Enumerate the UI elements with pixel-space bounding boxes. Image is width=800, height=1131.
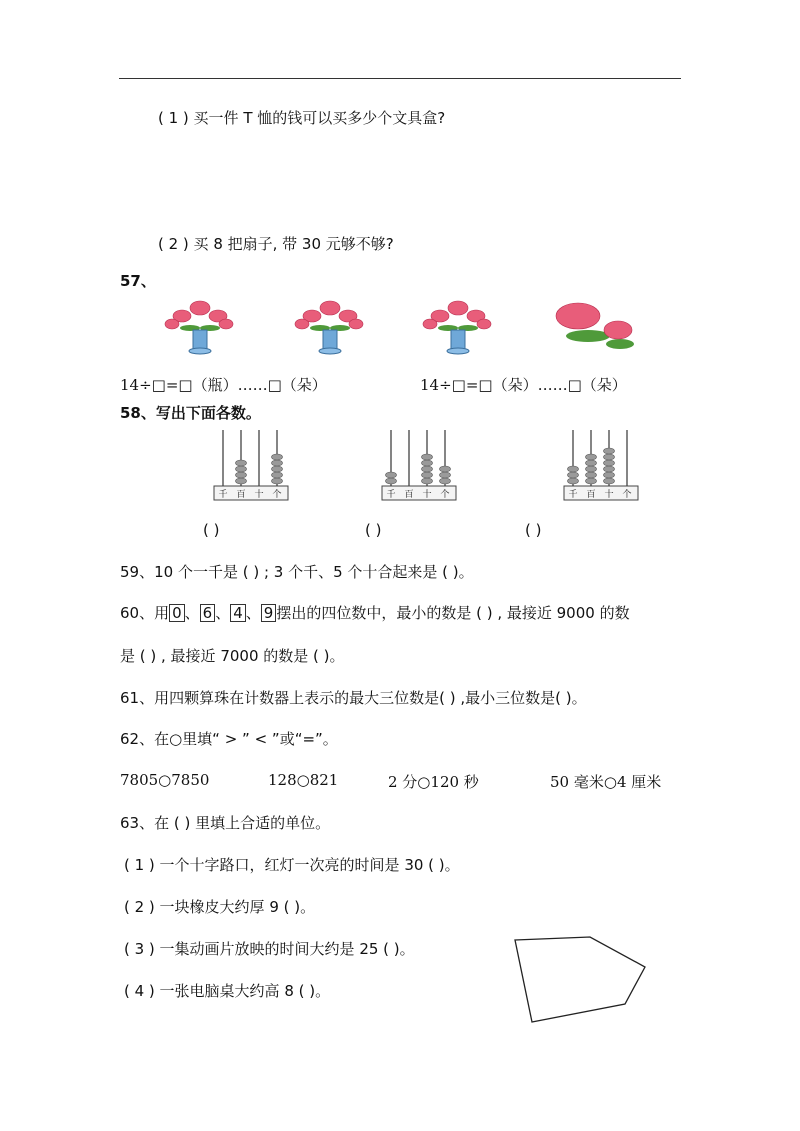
abacus-bead: [440, 472, 451, 478]
abacus-bead: [568, 478, 579, 484]
abacus-bead: [236, 472, 247, 478]
abacus-place-label: 十: [422, 490, 432, 500]
abacus-place-label: 个: [622, 490, 632, 500]
q62-item-2: 128○821: [268, 771, 339, 789]
q62-item-1: 7805○7850: [120, 771, 210, 789]
q63-item-1: ( 1 ) 一个十字路口，红灯一次亮的时间是 30 ( )。: [124, 856, 460, 874]
abacus-place-label: 千: [386, 490, 396, 500]
q58-title: 58、写出下面各数。: [120, 404, 261, 422]
abacus-place-label: 千: [218, 490, 228, 500]
abacus-place-label: 个: [440, 490, 450, 500]
abacus-bead: [422, 454, 433, 460]
abacus-bead: [586, 460, 597, 466]
abacus-place-label: 个: [272, 490, 282, 500]
q57-equation-1: 14÷□=□（瓶）……□（朵）: [120, 376, 327, 394]
abacus-bead: [422, 472, 433, 478]
q63-title: 63、在 ( ) 里填上合适的单位。: [120, 814, 331, 832]
abacus-bead: [422, 466, 433, 472]
header-rule: [119, 78, 681, 79]
separator: 、: [215, 604, 231, 622]
q62-item-3: 2 分○120 秒: [388, 773, 479, 791]
abacus-bead: [586, 454, 597, 460]
abacus-1: [213, 428, 289, 504]
digit-card-4: 4: [230, 604, 246, 622]
abacus-bead: [272, 466, 283, 472]
abacus-3: [563, 428, 639, 504]
abacus-bead: [604, 448, 615, 454]
q58-blank-1[interactable]: ( ): [203, 521, 220, 539]
abacus-bead: [272, 478, 283, 484]
q63-item-2: ( 2 ) 一块橡皮大约厚 9 ( )。: [124, 898, 316, 916]
q63-item-4: ( 4 ) 一张电脑桌大约高 8 ( )。: [124, 982, 331, 1000]
q56-sub2: ( 2 ) 买 8 把扇子, 带 30 元够不够?: [158, 235, 394, 253]
abacus-bead: [422, 478, 433, 484]
abacus-bead: [604, 466, 615, 472]
abacus-bead: [604, 478, 615, 484]
abacus-bead: [236, 460, 247, 466]
abacus-place-label: 十: [254, 490, 264, 500]
abacus-bead: [586, 472, 597, 478]
abacus-bead: [604, 460, 615, 466]
q57-number: 57、: [120, 272, 156, 290]
pentagon-shape: [505, 930, 655, 1030]
q60-rest: 摆出的四位数中，最小的数是 ( ) , 最接近 9000 的数: [276, 604, 630, 622]
q58-blank-3[interactable]: ( ): [525, 521, 542, 539]
abacus-2: [381, 428, 457, 504]
flower-bunch: [548, 300, 643, 352]
abacus-bead: [236, 466, 247, 472]
abacus-bead: [586, 466, 597, 472]
abacus-place-label: 百: [236, 490, 246, 500]
abacus-bead: [604, 472, 615, 478]
abacus-bead: [386, 472, 397, 478]
abacus-bead: [422, 460, 433, 466]
abacus-bead: [272, 454, 283, 460]
q62-item-4: 50 毫米○4 厘米: [550, 773, 662, 791]
digit-card-6: 6: [200, 604, 216, 622]
digit-card-9: 9: [261, 604, 277, 622]
abacus-place-label: 千: [568, 490, 578, 500]
abacus-bead: [440, 478, 451, 484]
q60-line-2: 是 ( ) , 最接近 7000 的数是 ( )。: [120, 647, 345, 665]
separator: 、: [184, 604, 200, 622]
q62-title: 62、在○里填“ > ” < ”或“=”。: [120, 730, 338, 748]
flower-vase-2: [290, 296, 370, 356]
q58-blank-2[interactable]: ( ): [365, 521, 382, 539]
flower-vase-3: [418, 296, 498, 356]
q59-text: 59、10 个一千是 ( ) ; 3 个千、5 个十合起来是 ( )。: [120, 563, 474, 581]
separator: 、: [245, 604, 261, 622]
abacus-bead: [272, 472, 283, 478]
abacus-bead: [586, 478, 597, 484]
abacus-bead: [272, 460, 283, 466]
abacus-bead: [386, 478, 397, 484]
q61-text: 61、用四颗算珠在计数器上表示的最大三位数是( ) ,最小三位数是( )。: [120, 689, 587, 707]
q56-sub1: ( 1 ) 买一件 T 恤的钱可以买多少个文具盒?: [158, 109, 446, 127]
abacus-place-label: 百: [586, 490, 596, 500]
abacus-bead: [236, 478, 247, 484]
abacus-bead: [568, 466, 579, 472]
abacus-bead: [568, 472, 579, 478]
digit-card-0: 0: [169, 604, 185, 622]
flower-vase-1: [160, 296, 240, 356]
abacus-bead: [604, 454, 615, 460]
q60-prefix: 60、用: [120, 604, 170, 622]
abacus-place-label: 百: [404, 490, 414, 500]
abacus-bead: [440, 466, 451, 472]
q60-line-1: [120, 603, 630, 623]
q63-item-3: ( 3 ) 一集动画片放映的时间大约是 25 ( )。: [124, 940, 415, 958]
abacus-place-label: 十: [604, 490, 614, 500]
q57-equation-2: 14÷□=□（朵）……□（朵）: [420, 376, 627, 394]
